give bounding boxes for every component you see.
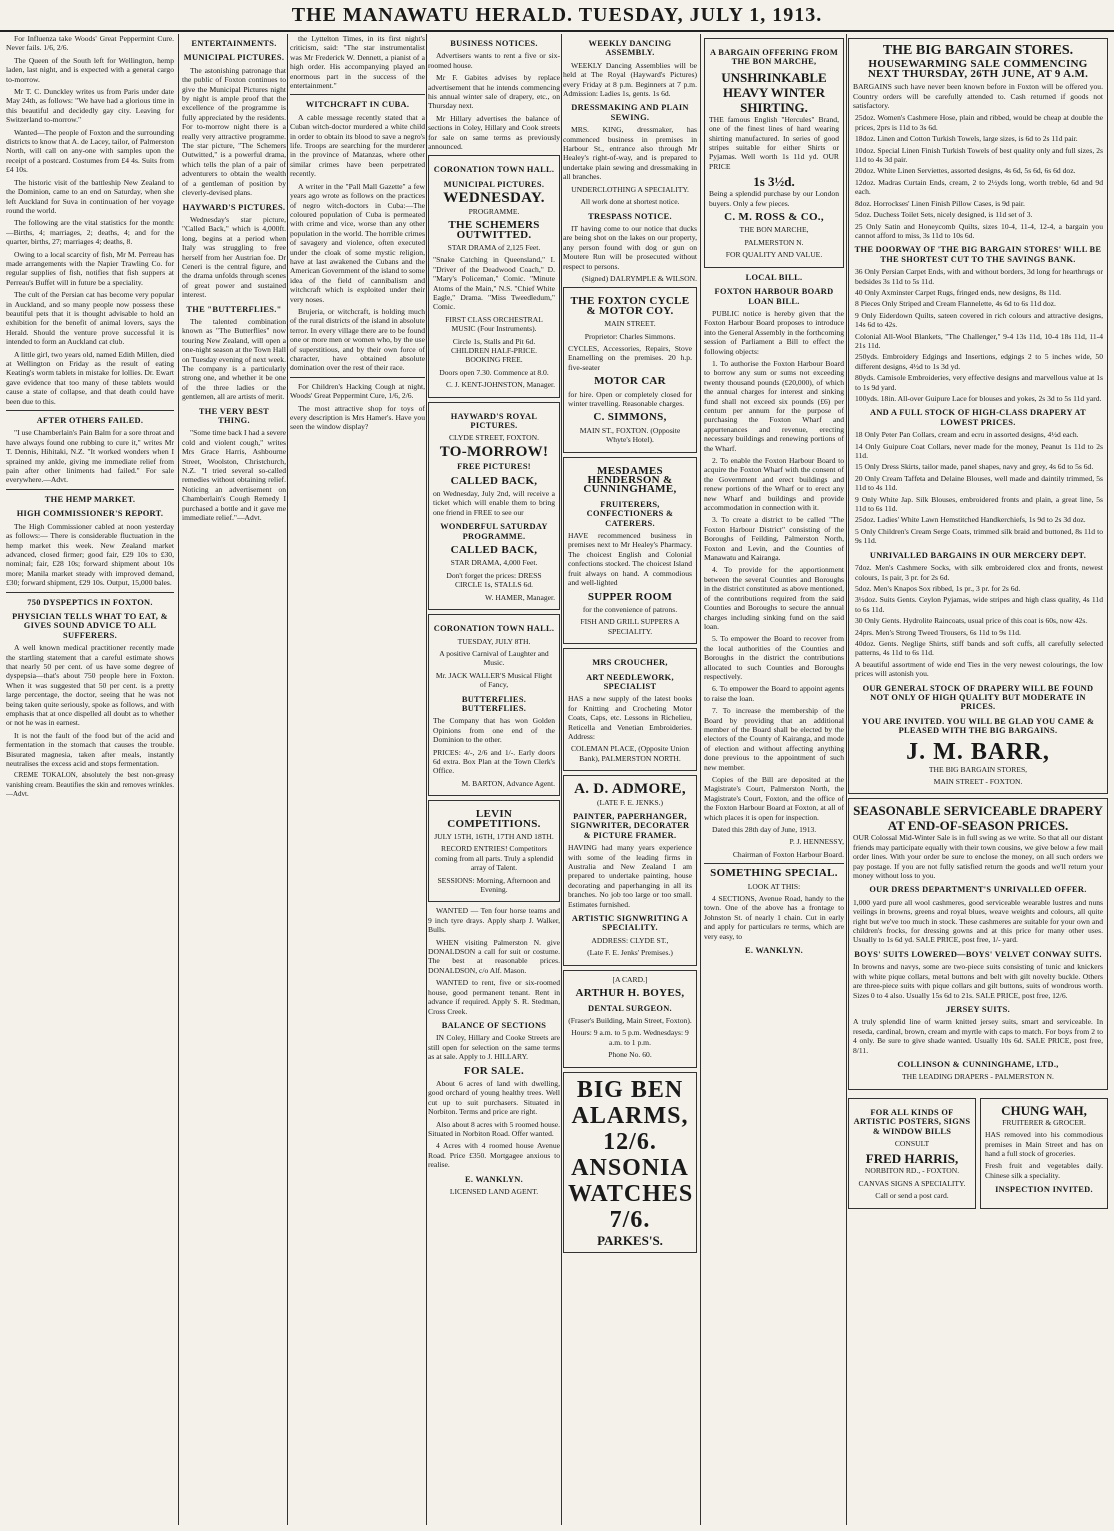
ad-line: ANSONIA [571,1154,689,1181]
headline: LOCAL BILL. [745,272,803,282]
ad-subtitle: MUNICIPAL PICTURES. [443,179,545,189]
headline: SOMETHING SPECIAL. [710,867,838,880]
ad-prices: PRICES: 4/-, 2/6 and 1/-. Early doors 6d extra. Box Plan at the Town Clerk's Office. [433,747,555,776]
paragraph: 4 SECTIONS, Avenue Road, handy to the town. One of the above has a frontage to Johnston St. of nearly 1 chain. Cut in early and apply for particulars re terms, which are very easy, to [704,894,844,941]
headline: 750 DYSPEPTICS IN FOXTON. [27,597,153,607]
ad-intro: BARGAINS such have never been known before in Foxton will be offered you. Country orders will be carefully attended to. Cash returned if goods not satisfactory. [853,82,1103,111]
ad-date: TUESDAY, JULY 8TH. [457,636,531,646]
ad-address: (Fraser's Building, Main Street, Foxton). [568,1015,692,1025]
paragraph: MRS. KING, dressmaker, has commenced business in premises in Harbour St., entrance also through Mr Healey's right-of-way, and is prepared to undertake plain sewing and dressmaking in all branches. [563,125,697,182]
ad-signature: M. BARTON, Advance Agent. [461,778,555,788]
item-list [853,430,1103,545]
headline: BUSINESS NOTICES. [450,39,538,48]
ad-title: THE FOXTON CYCLE & MOTOR COY. [570,295,690,317]
ad-music: FIRST CLASS ORCHESTRAL MUSIC (Four Instruments). [445,314,543,334]
list-item: 25 Only Satin and Honeycomb Quilts, sizes 10-4, 11-4, 12-4, a bargain you cannot afford to miss, 3s 11d to 10s 6d. [855,221,1103,240]
divider [6,489,174,490]
ad-desc: The Company that has won Golden Opinions from one end of the Dominion to the other. [433,716,555,745]
advert-croucher [563,648,697,771]
divider [290,94,425,95]
ad-text: HAVING had many years experience with some of the leading firms in Australia and New Zealand I am prepared to undertake painting, house decorating and paperhanging in all its branches. No job too large or too small. Estimates furnished. [568,843,692,909]
ad-title: CORONATION TOWN HALL. [433,165,555,175]
headline: MUNICIPAL PICTURES. [183,53,285,63]
column-1 [6,34,174,1525]
list-item: Colonial All-Wool Blankets, "The Challenger," 9-4 13s 11d, 10-4 18s 11d, 11-4 21s 11d. [855,331,1103,350]
ad-signature: J. M. BARR, [906,738,1050,765]
list-item: 250yds. Embroidery Edgings and Insertions, edgings 2 to 5 inches wide, 50 different designs, 4½d to 1s 3d yd. [855,352,1103,371]
headline: THE HEMP MARKET. [44,494,136,504]
advert-chung-wah [980,1098,1108,1209]
specialty: UNDERCLOTHING A SPECIALITY. [571,184,689,194]
list-item: 9 Only White Jap. Silk Blouses, embroidered fronts and plain, a great line, 5s 11d to 6s 11d. [855,494,1103,514]
ad-text: on Wednesday, July 2nd, will receive a ticket which will enable them to bring one friend in FREE to see our [433,489,555,517]
ad-subtitle: FRUITERER & GROCER. [1002,1117,1086,1127]
paragraph: A little girl, two years old, named Edith Millen, died at Wellington on Friday as the result of eating Keating's worm tablets in mistake for lollies. Dr. Ewart gave evidence that too many of these tablets would cause a state of collapse, and that death could have been due to this. [6,349,174,406]
ad-subtitle: CLYDE STREET, FOXTON. [448,433,540,443]
list-item: 14 Only Guipure Coat Collars, never made for the money, Peanut 1s 11d to 2s 11d. [855,441,1103,461]
footnote-advert: CREME TOKALON, absolutely the best non-greasy vanishing cream. Beautifies the skin and removes wrinkles.—Advt. [6,771,174,799]
headline: BALANCE OF SECTIONS [441,1020,547,1030]
paragraph: About 6 acres of land with dwelling, good orchard of young healthy trees. Well cut up to suit purchasers. Situated in Norbiton. Terms and price are right. [428,1078,560,1117]
signature: E. WANKLYN. [465,1174,523,1184]
ad-consult: CONSULT [894,1138,930,1148]
column-4 [428,34,560,1525]
ad-subtitle: FRUITERERS, CONFECTIONERS & CATERERS. [586,499,674,528]
ad-day: TO-MORROW! [439,443,549,460]
item-list [853,113,1103,240]
paragraph: The most attractive shop for toys of every description is Mrs Hamer's. Have you seen the window display? [290,403,425,432]
column-rule [561,34,562,1525]
ad-prices: Don't forget the prices: DRESS CIRCLE 1s, STALLS 6d. [446,570,542,590]
ad-subtitle: MAIN STREET. [604,319,656,329]
paragraph: A cable message recently stated that a Cuban witch-doctor murdered a white child in order to obtain its blood to save a negro's life. Troops are searching for the murderer in the province of Matanzas, where other similar crimes have been perpetrated recently. [290,112,425,179]
list-item: 8 Pieces Only Striped and Cream Flannelette, 4s 6d to 6s 11d doz. [855,299,1056,309]
paragraph: The cult of the Persian cat has become very popular in Auckland, and so many people now possess these beautiful pets that it is thought advisable to hold an exhibition for the benefit of animal lovers, says the Herald. Should the venture prove successful it is intended to form an Auckland cat club. [6,290,174,347]
ad-butterflies: BUTTERFLIES. BUTTERFLIES. [461,694,527,713]
ad-title: CORONATION TOWN HALL. [433,624,555,634]
ad-star: CALLED BACK, [450,544,538,557]
ad-signature-title: THE LEADING DRAPERS - PALMERSTON N. [902,1072,1054,1082]
list-item: 12doz. Madras Curtain Ends, cream, 2 to 2½yds long, worth treble, 6d and 9d each. [855,177,1103,197]
ad-length: STAR DRAMA of 2,125 Feet. [447,242,541,252]
list-item: 36 Only Persian Carpet Ends, with and without borders, 3d long for hearthrugs or bedsides 3s 11d to 5s 11d. [855,267,1103,286]
ad-line: 12/6. [603,1128,657,1155]
ad-general: OUR GENERAL STOCK OF DRAPERY WILL BE FOUND NOT ONLY OF HIGH QUALITY BUT MODERATE IN PRICES. [862,683,1094,712]
paragraph: 7. To increase the membership of the Board by providing that an additional member of the Board shall be elected by the electors of the County of Kairanga, and mode of election and without affecting anything done previous to the appointment of such new member. [704,706,844,772]
paragraph: "Some time back I had a severe cold and violent cough," writes Mrs Grace Harris, Ashbourne Street, Woolston, Christchurch, N.Z. "I tried several so-called remedies without obtaining relief. Noticing an advertisement on Chamberlain's Cough Remedy I purchased a bottle and it gave me immediate relief."—Advt. [182,428,286,523]
column-7 [848,34,1108,1525]
list-item: 100yds. 18in. All-over Guipure Lace for blouses and yokes, 2s 3d to 5s 11d yard. [855,394,1102,403]
paragraph: Dated this 28th day of June, 1913. [712,825,817,835]
paragraph: 4. To provide for the apportionment between the several Counties and Boroughs in the district constituted as above mentioned, of the contributions required from the said Counties and Boroughs to secure the annual charges including sinking fund on the said loan. [704,565,844,631]
paragraph: The following are the vital statistics for the month:—Births, 4; marriages, 2; deaths, 4; and for the quarter, births, 27; marriages 4; deaths, 8. [6,218,174,247]
paragraph: Wednesday's star picture, "Called Back," which is 4,000ft. long, begins at a period when Italy was struggling to free herself from her Austrian foe. Dr Ceneri is the central figure, and the drama unfolds through scenes of great power and sustained interest. [182,214,286,300]
divider [6,410,174,411]
list-item: 9 Only Eiderdown Quilts, sateen covered in rich colours and attractive designs, 14s 6d to 42s. [855,310,1103,330]
paragraph: "I use Chamberlain's Pain Balm for a sore throat and have always found one rubbing to cure it," writes Mr T. Dennis, Hihitaki, N.Z. "It worked wonders when I sprained my ankle, giving me immediate relief from pain after other liniments had failed." For sale everywhere.—Advt. [6,428,174,485]
classified: WANTED — Ten four horse teams and 9 inch tyre drays. Apply sharp J. Walker, Bulls. [428,906,560,935]
ad-title: ARTHUR H. BOYES, [575,987,685,1000]
paragraph: 6. To empower the Board to appoint agents to raise the loan. [704,684,844,703]
ad-card: [A CARD.] [612,974,648,984]
subheadline: LOOK AT THIS: [747,881,801,891]
headline: HAYWARD'S PICTURES. [182,202,286,212]
ad-text: Being a splendid purchase by our London buyers. Only a few pieces. [709,189,839,208]
ad-signature: C. SIMMONS, [593,411,667,424]
paragraph: Mr T. C. Dunckley writes us from Paris under date May 24th, as follows: "We have had a glorious time in this beautiful and decidedly gay city. Leaving for Switzerland to-morrow." [6,87,174,125]
column-rule [178,34,179,1525]
ad-text: THE famous English "Hercules" Brand, one of the finest lines of hard wearing shirting manufactured. In series of good stripes suitable for either Shirts or Pyjamas. Well worth 1s 11d yd. OUR PRICE [709,114,839,171]
paragraph: Mr Hillary advertises the balance of sections in Coley, Hillary and Cook streets for sale on same terms as previously announced. [428,113,560,152]
column-rule [846,34,847,1525]
ad-called-back: CALLED BACK, [450,474,538,487]
ad-text: HAS removed into his commodious premises in Main Street and has on hand a full stock of groceries. [985,1130,1103,1158]
list-item: 5doz. Men's Knapos Sox ribbed, 1s pr., 3 pr. for 2s 6d. [855,583,1021,593]
list-item: 40 Only Axminster Carpet Rugs, fringed ends, new designs, 8s 11d. [855,287,1061,297]
ad-motor-car: MOTOR CAR [594,375,666,388]
column-5 [563,34,697,1525]
headline: THE "BUTTERFLIES." [186,304,282,314]
ad-text: HAS a new supply of the latest books for Knitting and Crocheting Motor Coats, Caps, etc. Lessons in Richelieu, Reticella and Venetian Embroideries. Address: [568,694,692,741]
column-rule [287,34,288,1525]
advert-collinson-cunninghame [848,798,1108,1089]
paragraph: IT having come to our notice that ducks are being shot on the lakes on our property, any person found with dog or gun on Moutere Run will be prosecuted without respect to persons. [563,223,697,271]
advert-boyes-dental [563,970,697,1068]
ad-subtitle: PAINTER, PAPERHANGER, SIGNWRITER, DECORATER & PICTURE FRAMER. [570,812,690,840]
ad-text: Fresh fruit and vegetables daily. Chinese silk a speciality. [985,1161,1103,1180]
advert-foxton-cycle [563,287,697,452]
ad-price: 1s 3½d. [753,174,795,190]
headline: THE VERY BEST THING. [198,406,270,426]
ad-tagline: FOR QUALITY AND VALUE. [725,250,823,260]
item-list [853,267,1103,403]
headline: DRESSMAKING AND PLAIN SEWING. [571,103,689,122]
list-item: 18 Only Peter Pan Collars, cream and ecru in assorted designs, 4½d each. [855,430,1079,440]
list-item: 5doz. Duchess Toilet Sets, nicely designed, is 11d set of 3. [855,210,1033,220]
ad-title: MESDAMES HENDERSON & CUNNINGHAME, [583,464,677,496]
ad-day: WEDNESDAY. [443,190,545,207]
list-item: 15 Only Dress Skirts, tailor made, panel shapes, navy and grey, 4s 6d to 5s 6d. [855,462,1094,472]
classified: WHEN visiting Palmerston N. give DONALDSON a call for suit or costume. The best at reasonable prices. DONALDSON, c/o Alf. Mason. [428,937,560,975]
classified: WANTED to rent, five or six-roomed house, good permanent tenant. Rent in advance if required. Apply S. R. Stedman, Cross Creek. [428,978,560,1016]
ad-dates: JULY 15TH, 16TH, 17TH AND 18TH. [434,832,554,841]
ad-text: In browns and navys, some are two-piece suits consisting of tunic and knickers with white pique collars, metal buttons and belt with gilt novelty buckle. Others are three-piece suits with pique collars and gilt buttons, suits of wondrous worth. Sizes 0 to 4 also. Usually 15s 6d to 21s. SALE PRICE, post free, 12/6. [853,962,1103,1000]
list-item: 25doz. Women's Cashmere Hose, plain and ribbed, would be cheap at double the prices, 2prs is 11d to 3s 6d. [855,113,1103,132]
ad-prices: Circle 1s, Stalls and Pit 6d. CHILDREN HALF-PRICE. BOOKING FREE. [450,336,538,365]
ad-address: MAIN STREET - FOXTON. [933,777,1023,786]
ad-call: Call or send a post card. [875,1191,949,1201]
list-item: 20 Only Cream Taffeta and Delaine Blouses, well made and daintily trimmed, 5s 11d to 4s 11d. [855,473,1103,493]
list-item: 40doz. Gents. Neglige Shirts, stiff bands and soft cuffs, all carefully selected patterns, 4s 11d to 6s 11d. [855,638,1103,658]
paragraph: The Queen of the South left for Wellington, hemp laden, last night, and is expected with a general cargo to-morrow. [6,55,174,84]
ad-line: 7/6. [609,1206,651,1233]
bottom-adverts [848,1094,1108,1213]
paragraph: For Influenza take Woods' Great Peppermint Cure. Never fails. 1/6, 2/6. [6,34,174,53]
list-item: 30 Only Gents. Hydrolite Raincoats, usual price of this coat is 60s, now 42s. [855,616,1088,626]
divider [704,863,844,864]
headline: FOR SALE. [463,1064,525,1077]
ad-title: SEASONABLE SERVICEABLE DRAPERY AT END-OF-SEASON PRICES. [853,803,1103,834]
paragraph: The historic visit of the battleship New Zealand to the Dominion, came to an end on Saturday, when she left Auckland for Suva in continuation of her voyage round the world. [6,177,174,215]
ad-signature: W. HAMER, Manager. [485,592,555,602]
paragraph: The astonishing patronage that the public of Foxton continues to give the Municipal Pictures night by night is ample proof that the excellence of the programme is fully appreciated by the residents. For to-morrow night there is a really very attractive programme. The star picture, "The Schemers Outwitted," is a powerful drama, which tells the plan of a pair of adventurers to obtain the wealth of a gentleman of position by cleverly-devised plans. [182,65,286,198]
ad-title: MRS CROUCHER, [592,658,668,668]
paragraph: Copies of the Bill are deposited at the Magistrate's Court, Palmerston North, the Magistrate's Court, Foxton, and the office of the Foxton Harbour Board at Foxton, at all of which places it is open for inspection. [704,775,844,822]
ad-heading: OUR DRESS DEPARTMENT'S UNRIVALLED OFFER. [869,885,1087,895]
ad-programme: PROGRAMME. [468,206,520,216]
paragraph: Wanted—The people of Foxton and the surrounding districts to know that A. de Lacey, tailor, of Palmerston North, will call on any-one with samples upon the receipt of a postcard. Costumes from £4 4s. Suits from £4 10s. [6,127,174,175]
signature: (Signed) DALRYMPLE & WILSON. [581,273,697,283]
advert-levin-competitions [428,800,560,902]
signature-title: Chairman of Foxton Harbour Board. [732,849,844,859]
advert-butterflies [428,614,560,796]
list-item: 24prs. Men's Strong Tweed Trousers, 6s 11d to 9s 11d. [855,627,1021,637]
ad-heading: BOYS' SUITS LOWERED—BOYS' VELVET CONWAY SUITS. [854,949,1102,959]
column-rule [700,34,701,1525]
ad-town: PALMERSTON N. [744,237,804,247]
ad-text: RECORD ENTRIES! Competitors coming from all parts. Truly a splendid array of Talent. [434,844,554,873]
ad-manager: Mr. JACK WALLER'S Musical Flight of Fancy, [435,670,553,690]
paragraph: The High Commissioner cabled at noon yesterday as follows:— There is considerable fluctuation in the hemp market this week. New Zealand market advanced, closed firmer; good fair, £29 10s to £30, nominal; fair, £28 10s; forward shipment about 10s more; Manila market steady with improved demand, £30; forward shipment, £29 10s. Output, 15,000 bales. [6,521,174,588]
paragraph: A well known medical practitioner recently made the startling statement that a careful estimate shows that nearly 50 per cent. of us have some degree of dyspepsia—that's about 750 people here in Foxton. When it was suggested that 50 per cent. is a pretty large percentage, the doctor, seeing that he was not being taken quite seriously, spoke as follows, and with emphasis that at once dispelled all doubt as to whether or not he was in earnest. [6,643,174,728]
advert-henderson-cunninghame [563,457,697,645]
advert-bon-marche [704,38,844,268]
ad-tagline: CANVAS SIGNS A SPECIALITY. [858,1178,966,1188]
advert-municipal-pictures [428,155,560,397]
list-item: 18doz. Linen and Cotton Turkish Towels, large sizes, is 6d to 2s 11d pair. [855,134,1078,144]
paragraph: the Lyttelton Times, in its first night's criticism, said: "The star instrumentalist was Mr Frederick W. Dennett, a pianist of a high order. His accompanying played an enormous part in the success of the entertainment." [290,34,425,91]
ad-free: FREE PICTURES! [457,462,531,472]
paragraph: PUBLIC notice is hereby given that the Foxton Harbour Board proposes to introduce into the General Assembly in the forthcoming session of Parliament a Bill to effect the following objects: [704,308,844,356]
ad-signature: C. M. ROSS & CO., [724,211,824,224]
subheadline: HIGH COMMISSIONER'S REPORT. [16,509,164,519]
column-3 [290,34,425,1525]
divider [290,377,425,378]
ad-full-stock: AND A FULL STOCK OF HIGH-CLASS DRAPERY AT LOWEST PRICES. [869,408,1087,427]
list-item: 8doz. Horrockses' Linen Finish Pillow Cases, is 9d pair. [855,198,1025,208]
ad-signature: COLLINSON & CUNNINGHAME, LTD., [897,1059,1059,1069]
list-item: 80yds. Camisole Embroideries, very effective designs and marvellous value at 1s to 1s 9d yard. [855,373,1103,392]
section-heading: ENTERTAINMENTS. [191,39,277,48]
ad-inspection: INSPECTION INVITED. [995,1185,1093,1195]
advert-parkes-clocks [563,1072,697,1253]
ad-title: THE BIG BARGAIN STORES. [882,43,1074,58]
ad-text: CYCLES, Accessories, Repairs, Stove Enamelling on the premises. 20 h.p. five-seater [568,343,692,372]
list-item: 25doz. Ladies' White Lawn Hemstitched Handkerchiefs, 1s 9d to 2s 3d doz. [855,515,1086,525]
ad-store: THE BON MARCHE, [739,225,809,235]
paragraph: 5. To empower the Board to recover from the local authorities of the Counties and Boroughs in the district the contributions allocated to such Counties and Boroughs respectively. [704,634,844,681]
ad-head: A BARGAIN OFFERING FROM THE BON MARCHE, [709,48,839,67]
paragraph: 4 Acres with 4 roomed house Avenue Road. Price £350. Mortgagee anxious to realise. [428,1141,560,1170]
signature: P. J. HENNESSY, [789,837,844,847]
ad-title: UNSHRINKABLE HEAVY WINTER SHIRTING. [721,69,827,115]
ad-text: OUR Colossal Mid-Winter Sale is in full swing as we write. So that all our distant friends may participate equally with their town cousins, we give below a few mail order lines. With your order be sure to enclose the money, on all such orders we pay postage. If you are not fully satisfied return the goods and we'll return your money without loss to you. [853,833,1103,881]
ad-subtitle: ART NEEDLEWORK, SPECIALIST [586,672,674,691]
paragraph: 1. To authorise the Foxton Harbour Board to borrow any sum or sums not exceeding twenty thousand pounds (£20,000), of which the annual charges for interest and sinking fund shall not exceed six pounds (£6) per centum per annum for the purpose of purchasing the Foxton Wharf and appurtenances and revenue, erecting necessary buildings and renewing portions of the Wharf. [704,358,844,453]
advert-haywards-pictures [428,402,560,611]
ad-line: ALARMS, [571,1102,689,1129]
ad-supper-room: SUPPER ROOM [587,590,673,603]
ad-text: A truly splendid line of warm knitted jersey suits, smart and serviceable. In reseda, cardinal, brown, cream and myrtle with caps to match. For boys from 2 to 4 only. Be sure to give shade wanted. Usually 10s 6d. SALE PRICE, post free, 8/11. [853,1017,1103,1055]
ad-line: BIG BEN [576,1076,684,1103]
advert-big-bargain-stores [848,38,1108,794]
list-item: 7doz. Men's Cashmere Socks, with silk embroidered clox and fronts, newest colours, 1s pair, 3 pr. for 2s 6d. [855,563,1103,582]
ad-star-picture: THE SCHEMERS OUTWITTED. [448,219,540,241]
headline: WEEKLY DANCING ASSEMBLY. [588,39,672,58]
column-rule [426,34,427,1525]
ad-doorway: THE DOORWAY OF 'THE BIG BARGAIN STORES' WILL BE THE SHORTEST CUT TO THE SAVINGS BANK. [854,245,1102,264]
ad-proprietor: Proprietor: Charles Simmons. [584,331,676,341]
paragraph: Advertisers wants to rent a five or six-roomed house. [428,51,560,70]
item-list [853,563,1103,678]
ad-signwriting: ARTISTIC SIGNWRITING A SPECIALITY. [571,914,689,933]
ad-list: "Snake Catching in Queensland," I. "Driver of the Deadwood Coach," D. "Mary's Policeman," Comic. "Minute Atoms of the Main," N.S. "Chief White Eagle," Drama. "Miss Tweedledum," Comic. [433,255,555,312]
ad-address: MAIN ST., FOXTON. (Opposite Whyte's Hotel). [579,425,681,445]
paragraph: A writer in the "Pall Mall Gazette" a few years ago wrote as follows on the practices of negro witch-doctors in Cuba:—The coloured population of Cuba is permeated with crime and vice, worse than any other population in the world. The horrible crimes of savagery and violence, often executed under the cloak of some mystic religion, have at last awakened the Cubans and the American Government of the island to some idea of the field of cannibalism and witchcraft which is exploited under their very noses. [290,181,425,304]
ad-text: A positive Carnival of Laughter and Music. [439,648,549,668]
ad-doors: Doors open 7.30. Commence at 8.0. [439,367,549,377]
ad-title: LEVIN COMPETITIONS. [447,808,541,830]
list-item: 10doz. Special Linen Finish Turkish Towels of best quality only and full sizes, 2s 11d to 4s 3d pair. [855,145,1103,165]
ad-sessions: SESSIONS: Morning, Afternoon and Evening. [437,875,551,895]
ad-signature: C. J. KENT-JOHNSTON, Manager. [445,380,555,390]
paragraph: IN Coley, Hillary and Cooke Streets are still open for selection on the same terms as at sale. Apply to J. HILLARY. [428,1033,560,1062]
paragraph: Owing to a local scarcity of fish, Mr M. Perreau has made arrangements with the Napier Trawling Co. for regular supplies of fish, notifies that fish suppers at Perreau's Buffet will in future be a speciality. [6,249,174,287]
paragraph: 3. To create a district to be called "The Foxton Harbour District" consisting of the Boroughs of Feilding, Palmerston North, Foxton and Levin, and the Counties of Manawatu and Kairanga. [704,515,844,563]
paragraph: 2. To enable the Foxton Harbour Board to acquire the Foxton Wharf with the consent of the Government and erect buildings and renew portions of the Wharf or to erect any new Wharf and buildings and provide accommodation in connection with it. [704,456,844,513]
ad-title: A. D. ADMORE, [574,781,686,798]
headline: TRESPASS NOTICE. [588,211,672,221]
ad-title: HAYWARD'S ROYAL PICTURES. [450,411,538,430]
ad-signature: PARKES'S. [597,1232,663,1248]
ad-head: FOR ALL KINDS OF ARTISTIC POSTERS, SIGNS & WINDOW BILLS [853,1107,971,1136]
ad-store: THE BIG BARGAIN STORES, [928,764,1028,774]
list-item: 3½doz. Suits Gents. Ceylon Pyjamas, wide stripes and high class quality, 4s 11d to 6s 11d. [855,595,1103,614]
list-item: 20doz. White Linen Serviettes, assorted designs, 4s 6d, 5s 6d, 6s 6d doz. [855,166,1076,176]
ad-wonder: WONDERFUL SATURDAY PROGRAMME. [440,522,548,541]
signature-title: LICENSED LAND AGENT. [449,1187,539,1196]
ad-phone: Phone No. 60. [608,1050,652,1060]
notice: All work done at shortest notice. [580,197,680,207]
ad-address-2: (Late F. E. Jenks' Premises.) [587,948,673,958]
ad-name: CHUNG WAH, [1001,1102,1087,1118]
ad-text: for hire. Open or completely closed for winter travelling. Reasonable charges. [568,389,692,408]
headline: WITCHCRAFT IN CUBA. [305,100,410,110]
ad-subtitle: HOUSEWARMING SALE COMMENCING NEXT THURSDAY, 26TH JUNE, AT 9 A.M. [867,58,1089,80]
ad-address: ADDRESS: CLYDE ST., [591,935,669,945]
paragraph: Brujeria, or witchcraft, is holding much of the rural districts of the island in absolute terror. In every village there are to be found one or more men or women who, by the use of superstitious, and by their own force of character, have obtained absolute domination over the rest of their race. [290,306,425,373]
ad-fish: FISH AND GRILL SUPPERS A SPECIALITY. [580,617,680,636]
column-6 [704,34,844,1525]
ad-invite: YOU ARE INVITED. YOU WILL BE GLAD YOU CAME & PLEASED WITH THE BIG BARGAINS. [861,716,1095,736]
paragraph: For Children's Hacking Cough at night, Woods' Great Peppermint Cure, 1/6, 2/6. [290,381,425,401]
paragraph: Also about 8 acres with 5 roomed house. Situated in Norbiton Road. Offer wanted. [428,1119,560,1138]
ad-line: WATCHES [568,1180,694,1207]
ad-name: FRED HARRIS, [865,1151,959,1167]
paragraph: It is not the fault of the food but of the acid and fermentation in the stomach that causes the trouble. Bisurated magnesia, taken after meals, instantly neutralises the excess acid and stops fermentation. [6,730,174,769]
ad-text: HAVE recommenced business in premises next to Mr Healey's Pharmacy. The choicest English and Colonial confections stocked. The choicest Island fruit always on hand. A commodious and well-lighted [568,531,692,588]
ad-text: for the convenience of patrons. [582,604,678,614]
advert-admore [563,775,697,966]
ad-mercery: UNRIVALLED BARGAINS IN OUR MERCERY DEPT. [869,550,1087,560]
signature: E. WANKLYN. [745,946,803,956]
list-item: A beautiful assortment of wide end Ties in the very newest colourings, the low prices will astonish you. [855,659,1103,679]
paragraph: Mr F. Gabites advises by replace advertisement that he intends commencing his annual winter sale of drapery, etc., on Thursday next. [428,73,560,111]
ad-late: (LATE F. E. JENKS.) [596,797,664,807]
ad-subtitle: DENTAL SURGEON. [588,1003,672,1013]
ad-hours: Hours: 9 a.m. to 5 p.m. Wednesdays: 9 a.m. to 1 p.m. [571,1028,689,1047]
paragraph: WEEKLY Dancing Assemblies will be held at The Royal (Hayward's Pictures) every Friday at 8 p.m. Beginners at 7 p.m. Admission: Ladies 1s, gents. 1s 6d. [563,60,697,99]
headline: AFTER OTHERS FAILED. [36,416,144,426]
masthead: THE MANAWATU HERALD. TUESDAY, JULY 1, 1913. [0,0,1114,32]
ad-text: 1,000 yard pure all wool cashmeres, good serviceable wearable lustres and nuns veilings in browns, greens and royal blues, weave weights and colours, all quite right but we've too much in stock. These cashmeres are suitable for your own and children's frocks, for dressing gowns and at this price for many other uses. Usually to 1s 6d yd. SALE PRICE, post free, 1/- yard. [853,897,1103,945]
ad-address: NORBITON RD., - FOXTON. [864,1166,960,1176]
advert-fred-harris [848,1098,976,1209]
paragraph: The talented combination known as "The Butterflies" now touring New Zealand, will open a one-night season at the Town Hall on Tuesday evening of next week. The company is a particularly strong one, and whether it be one of the three ladies or the gentlemen, all are artists of merit. [182,316,286,402]
divider [6,592,174,593]
subheadline: PHYSICIAN TELLS WHAT TO EAT, & GIVES SOUND ADVICE TO ALL SUFFERERS. [12,611,168,640]
column-2 [182,34,286,1525]
list-item: 5 Only Children's Cream Serge Coats, trimmed silk braid and buttoned, 8s 11d to 9s 11d. [855,526,1103,546]
ad-length: STAR DRAMA, 4,000 Feet. [450,558,538,568]
ad-heading: JERSEY SUITS. [945,1004,1011,1014]
headline: FOXTON HARBOUR BOARD LOAN BILL. [714,287,834,306]
ad-address: COLEMAN PLACE, (Opposite Union Bank), PALMERSTON NORTH. [570,744,690,763]
